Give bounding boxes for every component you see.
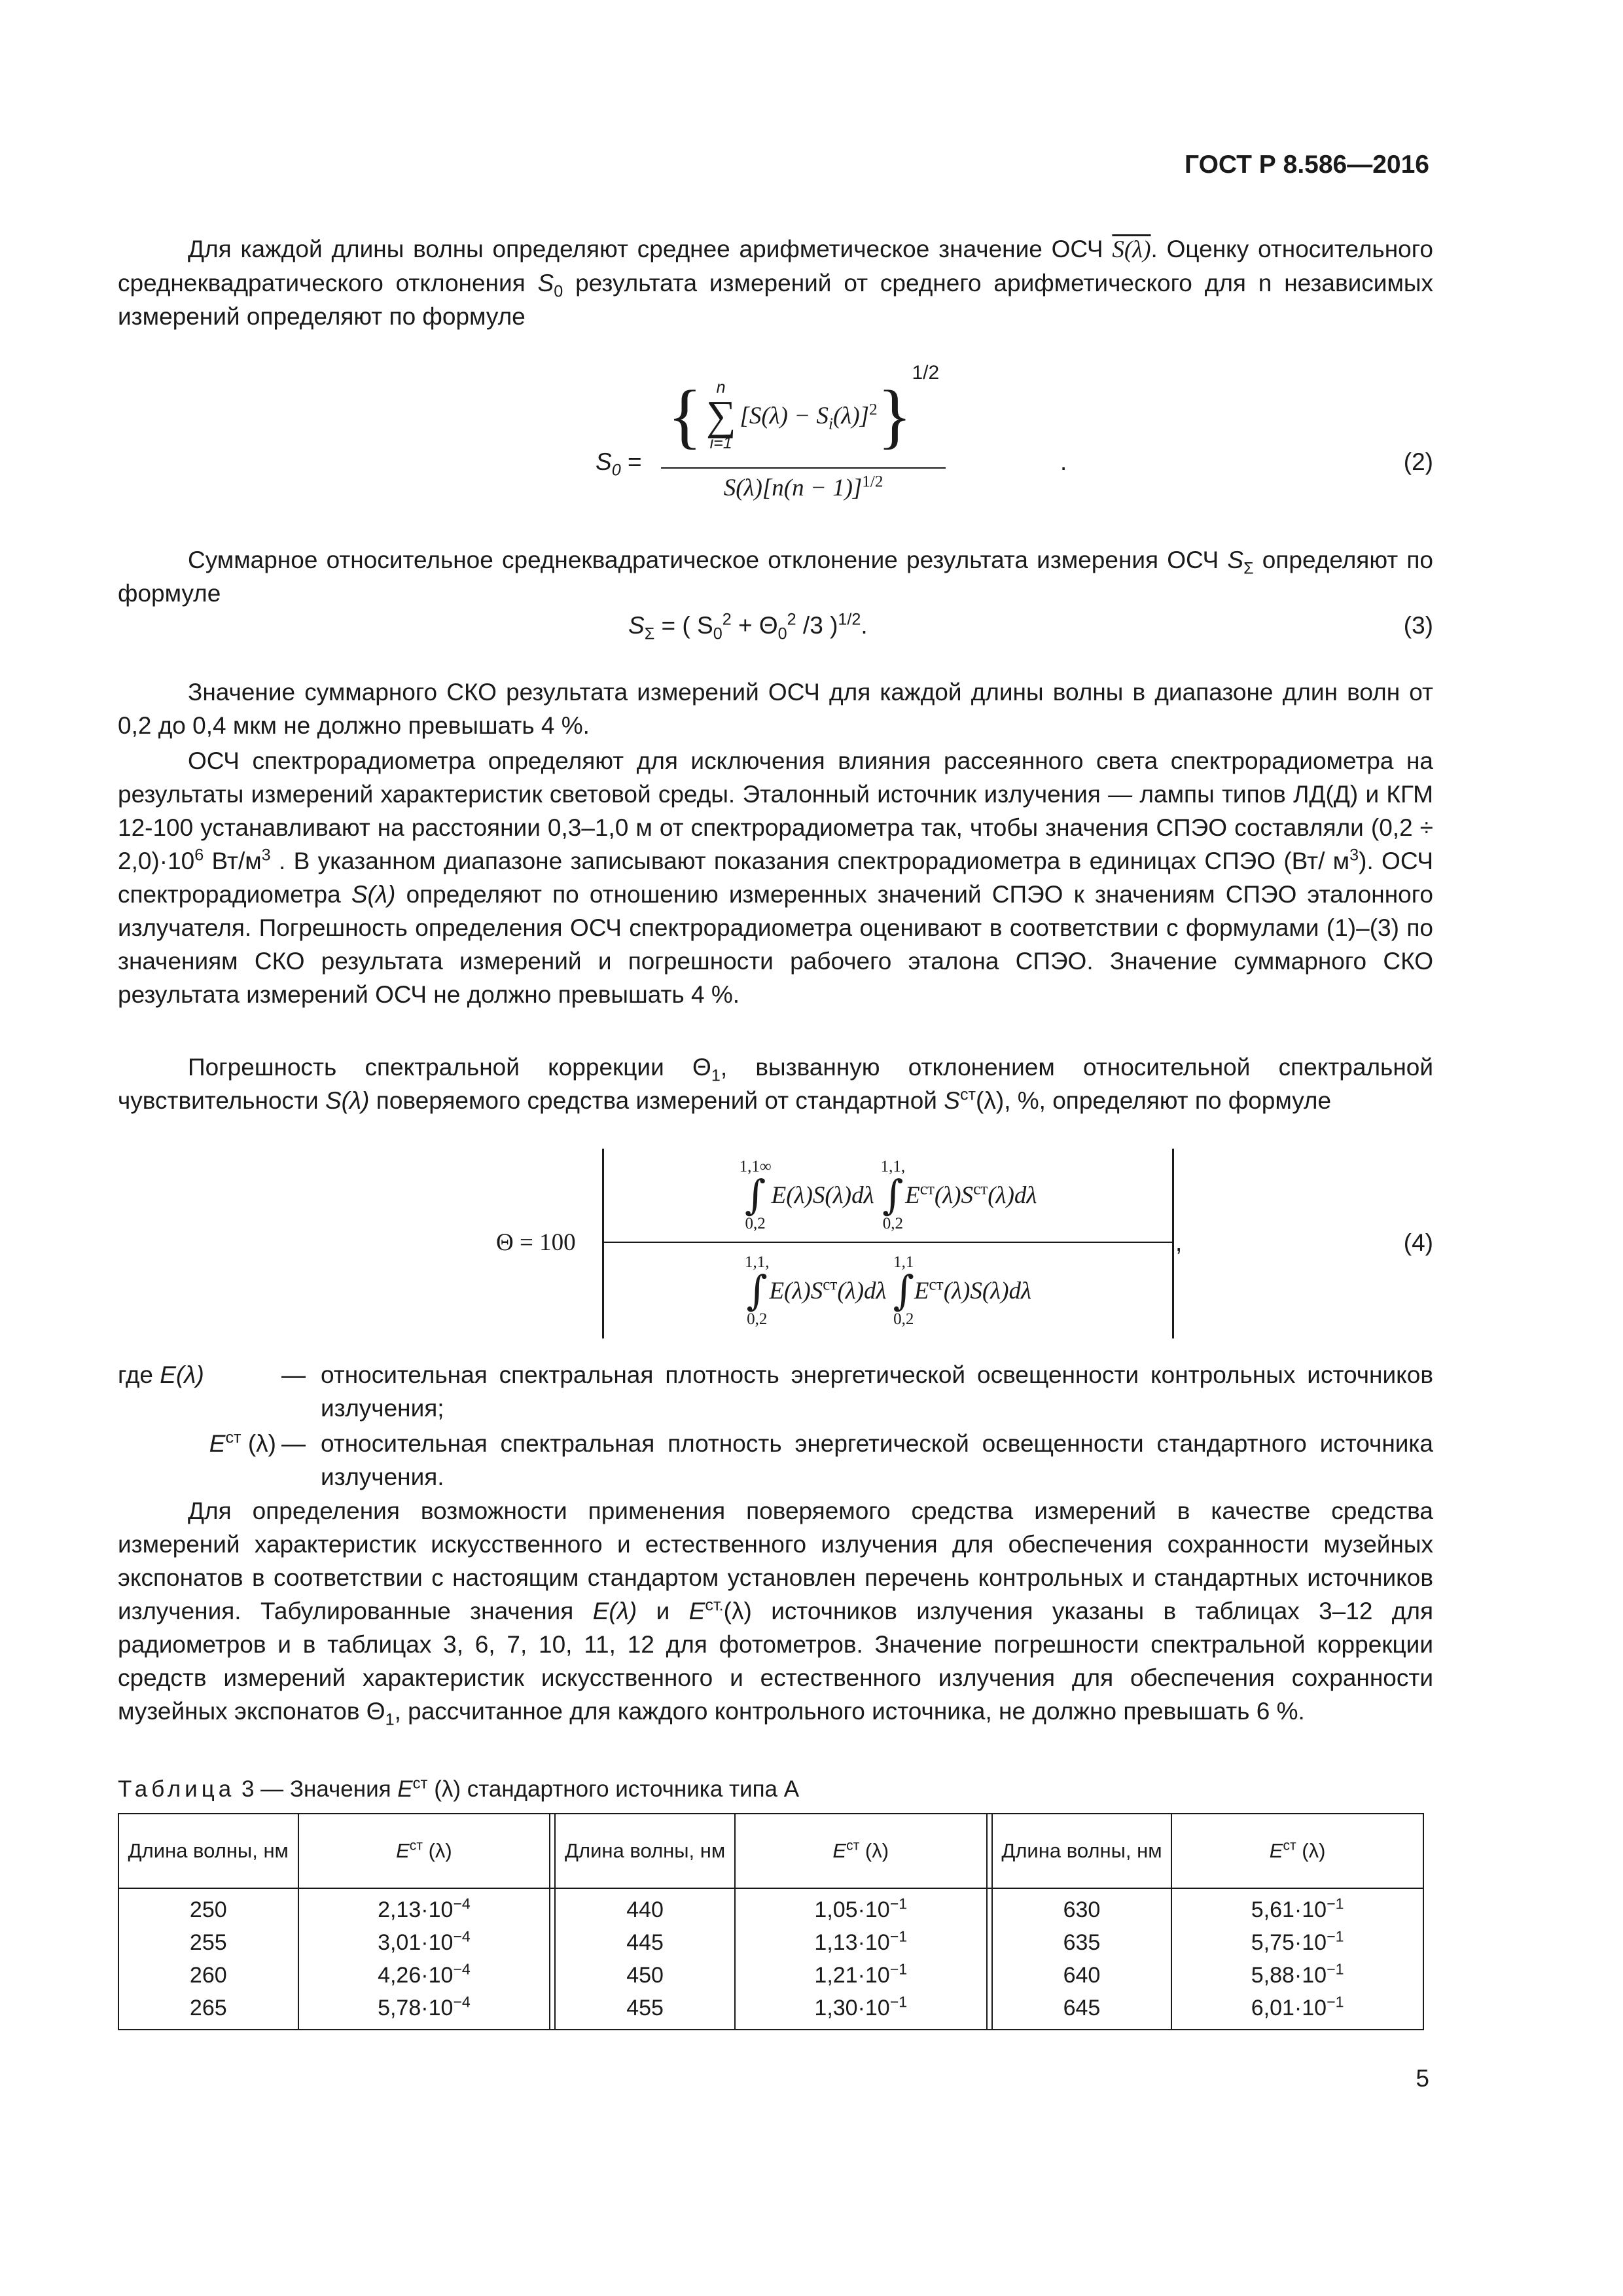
- col-wavelength-2: Длина волны, нм: [555, 1814, 735, 1888]
- table-caption: Таблица 3 — Значения $E^{ст}$ (λ) стандартного источника типа А: [118, 1774, 800, 1802]
- col-wavelength-3: Длина волны, нм: [992, 1814, 1172, 1888]
- table-row: 265 $5,78\cdot 10^{-4}$ 455 $1,30\cdot 10^{-1}$ 645 $6,01\cdot 10^{-1}$: [118, 1992, 1423, 2030]
- mean-s-symbol: S(λ): [1112, 236, 1151, 263]
- definition-e-standard: $E^{ст}$ (λ) — относительная спектральная плотность энергетической освещенности стандартного источника излучения.: [209, 1428, 1433, 1490]
- formula-4-number: (4): [1403, 1229, 1433, 1256]
- definition-e: где E(λ) — относительная спектральная плотность энергетической освещенности контрольных источников излучения;: [118, 1361, 1433, 1422]
- table-header-row: [118, 1814, 1423, 1888]
- table-row: 260 $4,26\cdot 10^{-4}$ 450 $1,21\cdot 10^{-1}$ 640 $5,88\cdot 10^{-1}$: [118, 1959, 1423, 1992]
- paragraph-total-deviation: Суммарное относительное среднеквадратическое отклонение результата измерения ОСЧ $S_\Sigma$ определяют по формуле: [118, 547, 1433, 607]
- formula-2-number: (2): [1403, 448, 1433, 475]
- col-e-3: $E^{ст}$ (λ): [1171, 1814, 1423, 1888]
- page-number: 5: [1416, 2065, 1429, 2092]
- col-e-1: $E^{ст}$ (λ): [298, 1814, 550, 1888]
- paragraph-mean-value: Для каждой длины волны определяют среднее арифметическое значение ОСЧ S(λ). Оценку относительного среднеквадратического отклонения $S_0$ результата измерений от среднего арифметического для n независимых измерений определяют по формуле: [118, 236, 1433, 330]
- table-row: 255 $3,01\cdot 10^{-4}$ 445 $1,13\cdot 10^{-1}$ 635 $5,75\cdot 10^{-1}$: [118, 1926, 1423, 1959]
- formula-4: Θ = 100 1,1∞ ∫ 0,2 E(λ)S(λ)dλ 1,1, ∫ 0,2 $E^{ст}(\lambda)S^{ст}(\lambda)d\lambda$ 1,1, ∫ 0,2 $E(\lambda)S^{ст}(\lambda)d\lambda$ 1,1 ∫ 0,2 $E^{ст}(\lambda)S(\lambda)d\lambda$ , (4): [118, 1149, 1433, 1338]
- col-wavelength-1: Длина волны, нм: [118, 1814, 298, 1888]
- document-code: ГОСТ Р 8.586—2016: [1185, 151, 1429, 179]
- table-standard-source-a: [118, 1813, 1424, 2030]
- paragraph-spectral-correction: Погрешность спектральной коррекции $\Theta_1$, вызванную отклонением относительной спектральной чувствительности S(λ) поверяемого средства измерений от стандартной $S^{ст}(\lambda)$, %, определяют по формуле: [118, 1054, 1433, 1114]
- formula-3: $S_\Sigma$ = ( $S_0^2 + \Theta_0^2$ /3 )$^{1/2}$. (3): [118, 609, 1433, 645]
- col-e-2: $E^{ст}$ (λ): [735, 1814, 987, 1888]
- paragraph-uv-limit: Значение суммарного СКО результата измерений ОСЧ для каждой длины волны в диапазоне длин волн от 0,2 до 0,4 мкм не должно превышать 4 %.: [118, 679, 1433, 739]
- table-row: 250 $2,13\cdot 10^{-4}$ 440 $1,05\cdot 10^{-1}$ 630 $5,61\cdot 10^{-1}$: [118, 1888, 1423, 1926]
- formula-2-fraction: { n ∑ i=1 $[S(\lambda) - S_i(\lambda)]^2$ } 1/2 $S(\lambda)[n(n - 1)]^{1/2}$: [661, 367, 946, 505]
- paragraph-spectroradiometer: ОСЧ спектрорадиометра определяют для исключения влияния рассеянного света спектрорадиометра на результаты измерений характеристик световой среды. Эталонный источник излучения — лампы типов ЛД(Д) и КГМ 12-100 устанавливают на расстоянии 0,3–1,0 м от спектрорадиометра так, чтобы значения СПЭО составляли $(0,2 \div 2,0)\cdot 10^6$ $Вт/м^3$ . В указанном диапазоне записывают показания спектрорадиометра в единицах СПЭО (Вт/ $м^3$). ОСЧ спектрорадиометра S(λ) определяют по отношению измеренных значений СПЭО к значениям СПЭО эталонного излучателя. Погрешность определения ОСЧ спектрорадиометра оценивают в соответствии с формулами (1)–(3) по значениям СКО результата измерений и погрешности рабочего эталона СПЭО. Значение суммарного СКО результата измерений ОСЧ не должно превышать 4 %.: [118, 747, 1433, 1008]
- paragraph-source-list: Для определения возможности применения поверяемого средства измерений в качестве средства измерений характеристик искусственного и естественного излучения для обеспечения сохранности музейных экспонатов в соответствии с настоящим стандартом установлен перечень контрольных и стандартных источников излучения. Табулированные значения E(λ) и $E^{ст.}(\lambda)$ источников излучения указаны в таблицах 3–12 для радиометров и в таблицах 3, 6, 7, 10, 11, 12 для фотометров. Значение погрешности спектральной коррекции средств измерений характеристик искусственного и естественного излучения для обеспечения сохранности музейных экспонатов $\Theta_1$, рассчитанное для каждого контрольного источника, не должно превышать 6 %.: [118, 1498, 1433, 1729]
- formula-3-number: (3): [1403, 612, 1433, 639]
- formula-4-fraction: 1,1∞ ∫ 0,2 E(λ)S(λ)dλ 1,1, ∫ 0,2 $E^{ст}(\lambda)S^{ст}(\lambda)d\lambda$ 1,1, ∫ 0,2 $E(\lambda)S^{ст}(\lambda)d\lambda$ 1,1 ∫ 0,2 $E^{ст}(\lambda)S(\lambda)d\lambda$: [602, 1149, 1174, 1338]
- formula-2: $S_0$ = { n ∑ i=1 $[S(\lambda) - S_i(\lambda)]^2$ } 1/2 $S(\lambda)[n(n - 1)]^{1/2}$ . (2): [118, 367, 1433, 524]
